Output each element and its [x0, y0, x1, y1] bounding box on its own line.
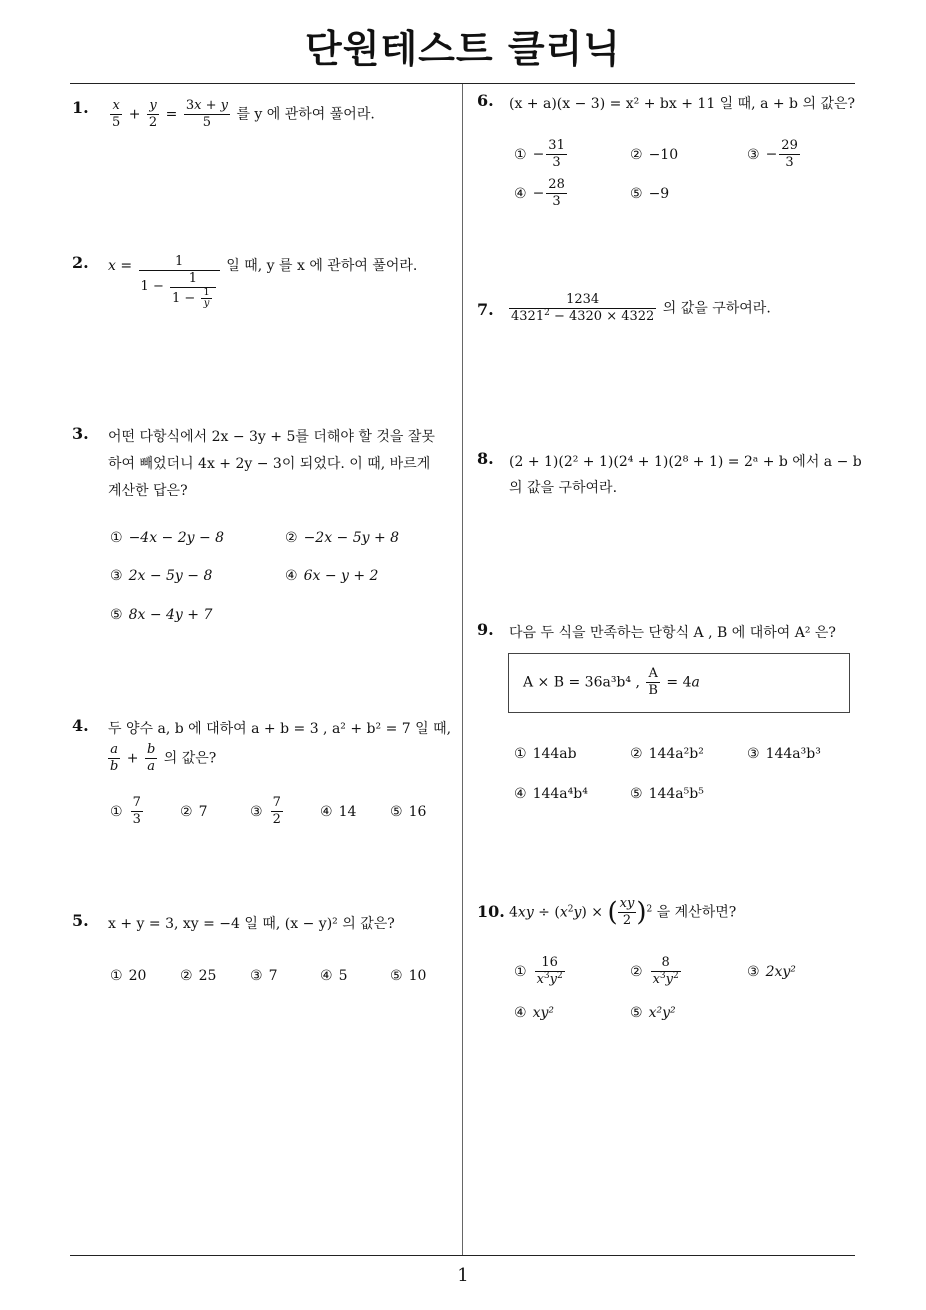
q5-option-3[interactable]: ③ 7: [250, 968, 278, 984]
q6-option-2[interactable]: ② −10: [630, 147, 679, 163]
question-line: (2 + 1)(2² + 1)(2⁴ + 1)(2⁸ + 1) = 2ᵃ + b 에서 a − b: [509, 454, 862, 470]
q6-option-5[interactable]: ⑤ −9: [630, 186, 670, 202]
question-number: 9.: [477, 620, 494, 639]
q5-option-5[interactable]: ⑤ 10: [390, 968, 427, 984]
question-line: 두 양수 a, b 에 대하여 a + b = 3 , a² + b² = 7 일 때,: [108, 721, 452, 737]
question-number: 6.: [477, 91, 494, 110]
q6-option-4[interactable]: ④ − $\frac{28}{3}$: [514, 177, 565, 209]
question-text-tail: 을 계산하면?: [656, 904, 737, 921]
bottom-rule: [70, 1255, 855, 1256]
question-text: $\frac{1234}{4321^2 - 4320 \times 4322}$ 의 값을 구하여라.: [511, 292, 771, 324]
q9-option-4[interactable]: ④ 144a⁴b⁴: [514, 786, 588, 802]
question-text: [509, 449, 862, 501]
q6-option-3[interactable]: ③ − $\frac{29}{3}$: [747, 138, 798, 170]
q5-option-1[interactable]: ① 20: [110, 968, 147, 984]
q9-option-3[interactable]: ③ 144a³b³: [747, 746, 821, 762]
question-text: $\frac{x}{5}$ + $\frac{y}{2}$ = $\frac{3x + y}{5}$ 를 y 에 관하여 풀어라.: [112, 98, 375, 130]
q9-option-5[interactable]: ⑤ 144a⁵b⁵: [630, 786, 704, 802]
question-line: 하여 빼었더니 4x + 2y − 3이 되었다. 이 때, 바르게: [108, 456, 431, 472]
question-text: x = 1 1 − 1 1 − $\frac{1}{y}$ 일 때, y 를 x 에 관하여 풀어라.: [108, 254, 418, 309]
q4-option-4[interactable]: ④ 14: [320, 804, 357, 820]
question-line: 계산한 답은?: [108, 483, 188, 499]
page-number: 1: [457, 1265, 469, 1286]
page-title: 단원테스트 클리닉: [305, 27, 621, 71]
q4-option-2[interactable]: ② 7: [180, 804, 208, 820]
question-number: 3.: [72, 424, 89, 443]
question-text-tail: 일 때, y 를 x 에 관하여 풀어라.: [226, 258, 418, 274]
q3-option-5[interactable]: ⑤ 8x − 4y + 7: [110, 607, 213, 623]
question-number: 2.: [72, 253, 89, 272]
condition-box: A × B = 36a³b⁴ , $\frac{A}{B}$ = 4a: [508, 653, 850, 713]
q4-option-1[interactable]: ① $\frac{7}{3}$: [110, 795, 141, 827]
question-number: 10.: [477, 902, 505, 921]
question-line: 어떤 다항식에서 2x − 3y + 5를 더해야 할 것을 잘못: [108, 429, 435, 445]
column-divider: [462, 84, 463, 1256]
q4-option-3[interactable]: ③ $\frac{7}{2}$: [250, 795, 281, 827]
q6-option-1[interactable]: ① − $\frac{31}{3}$: [514, 138, 565, 170]
q4-option-5[interactable]: ⑤ 16: [390, 804, 427, 820]
q3-option-2[interactable]: ② −2x − 5y + 8: [285, 530, 400, 546]
question-line: 의 값을 구하여라.: [509, 480, 618, 496]
q10-option-1[interactable]: ① $\frac{16}{x^3y^2}$: [514, 955, 563, 987]
q10-option-4[interactable]: ④ xy²: [514, 1005, 554, 1021]
question-number: 5.: [72, 911, 89, 930]
question-text-tail: 의 값을 구하여라.: [662, 300, 771, 317]
q3-option-1[interactable]: ① −4x − 2y − 8: [110, 530, 225, 546]
question-number: 8.: [477, 449, 494, 468]
condition-text: A × B = 36a³b⁴ ,: [523, 674, 640, 691]
question-number: 4.: [72, 716, 89, 735]
q9-option-2[interactable]: ② 144a²b²: [630, 746, 704, 762]
question-text: $4xy \div (x^2y)$ × ( $\frac{xy}{2}$ )$^2$ 을 계산하면?: [509, 896, 737, 928]
q9-option-1[interactable]: ① 144ab: [514, 746, 577, 762]
question-text: 다음 두 식을 만족하는 단항식 A , B 에 대하여 A² 은?: [509, 625, 836, 641]
q10-option-5[interactable]: ⑤ x²y²: [630, 1005, 676, 1021]
question-number: 1.: [72, 98, 89, 117]
question-text: 두 양수 a, b 에 대하여 a + b = 3 , a² + b² = 7 일 때, $\frac{a}{b}$ + $\frac{b}{a}$ 의 값은?: [108, 716, 451, 775]
q5-option-4[interactable]: ④ 5: [320, 968, 348, 984]
question-text-tail: 를 y 에 관하여 풀어라.: [236, 106, 375, 123]
question-number: 7.: [477, 300, 494, 319]
question-text: [108, 424, 435, 505]
question-text: x + y = 3, xy = −4 일 때, (x − y)² 의 값은?: [108, 916, 395, 932]
question-text-tail: 의 값은?: [163, 750, 217, 767]
q10-option-2[interactable]: ② $\frac{8}{x^3y^2}$: [630, 955, 679, 987]
q3-option-3[interactable]: ③ 2x − 5y − 8: [110, 568, 213, 584]
q3-option-4[interactable]: ④ 6x − y + 2: [285, 568, 379, 584]
q10-option-3[interactable]: ③ 2xy²: [747, 964, 796, 980]
q5-option-2[interactable]: ② 25: [180, 968, 217, 984]
question-text: (x + a)(x − 3) = x² + bx + 11 일 때, a + b 의 값은?: [509, 96, 855, 112]
